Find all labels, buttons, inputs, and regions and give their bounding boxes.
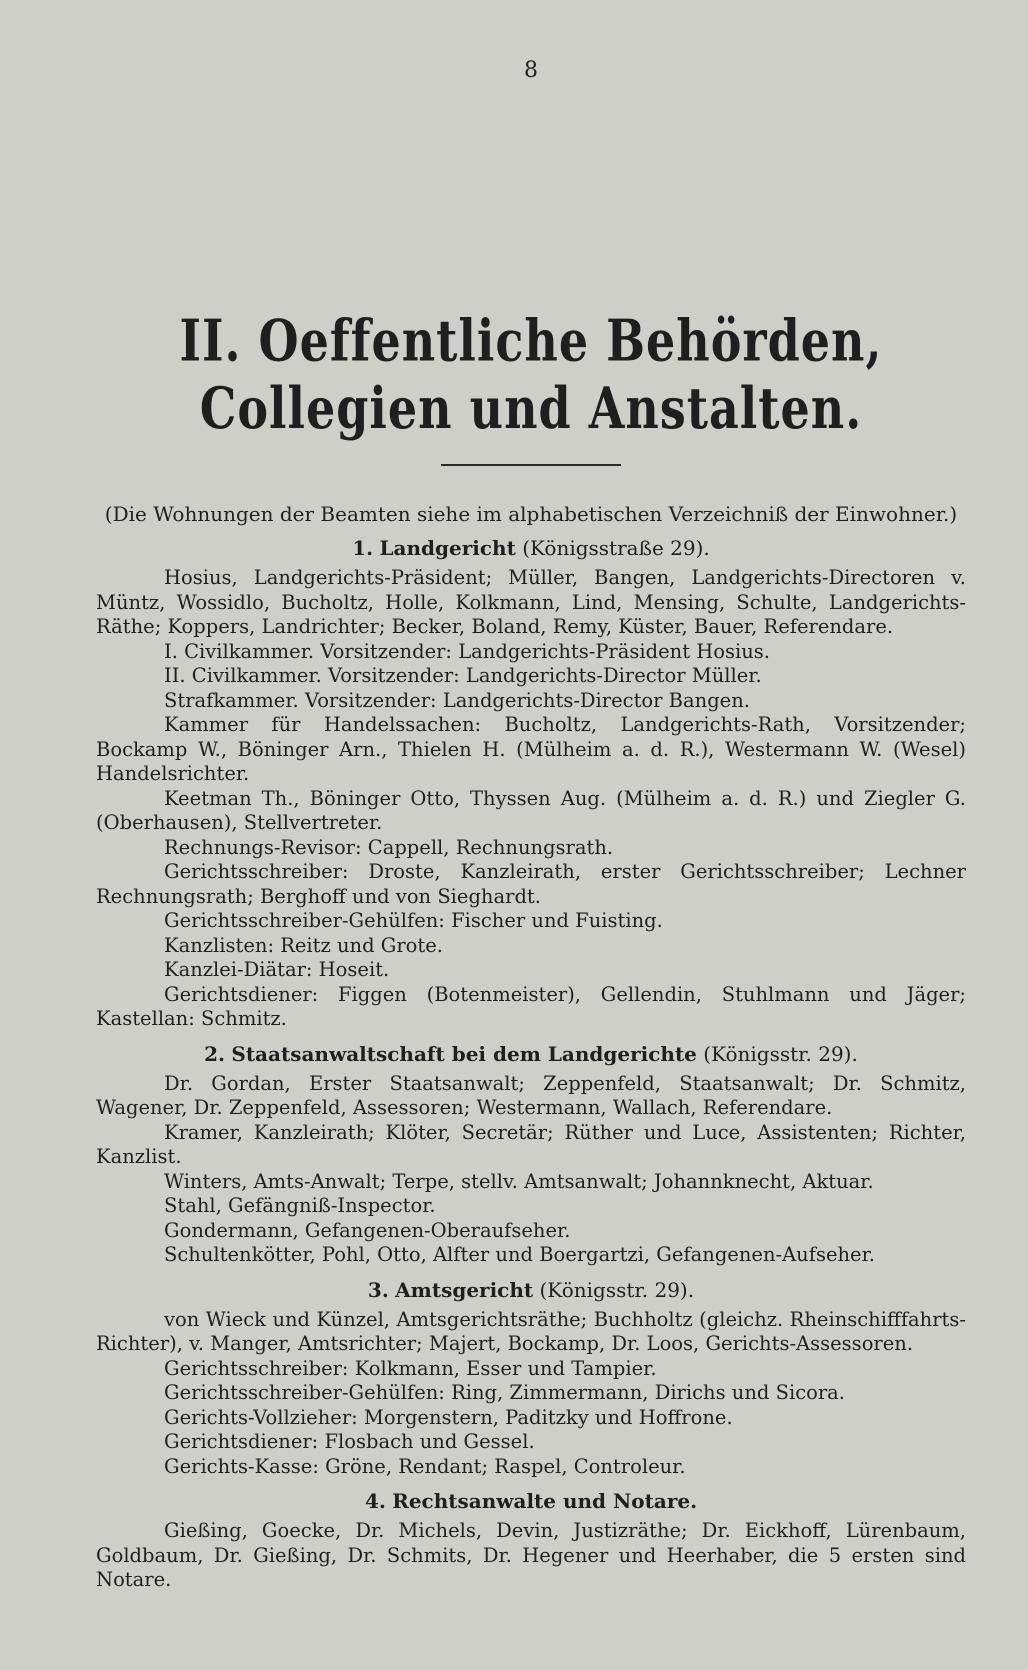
section-number: 3. [367, 1277, 389, 1302]
entry-line: Gerichtsschreiber: Kolkmann, Esser und Tampier. [164, 1356, 657, 1380]
entry-line: Kanzlisten: Reitz und Grote. [164, 933, 443, 957]
entry-line: Kammer für Handelssachen: Bucholtz, Landgerichts-Rath, Vorsitzender; Bockamp W., Böninger Arn., Thielen H. (Mülheim a. d. R.), Westermann W. (Wesel) Handelsrichter. [96, 713, 966, 785]
section-name: Rechtsanwalte und Notare. [392, 1489, 698, 1513]
section-number: 2. [204, 1041, 226, 1066]
entry-line: von Wieck und Künzel, Amtsgerichtsräthe; Buchholtz (gleichz. Rheinschifffahrts-Richter), v. Manger, Amtsrichter; Majert, Bockamp, Dr. Loos, Gerichts-Assessoren. [96, 1307, 966, 1355]
section-heading [96, 536, 966, 560]
entry-line: Hosius, Landgerichts-Präsident; Müller, Bangen, Landgerichts-Directoren v. Müntz, Wossidlo, Bucholtz, Holle, Kolkmann, Lind, Mensing, Schulte, Landgerichts-Räthe; Koppers, Landrichter; Becker, Boland, Remy, Küster, Bauer, Referendare. [96, 566, 966, 638]
entry-line: Gondermann, Gefangenen-Oberaufseher. [164, 1218, 571, 1242]
entry-line: Winters, Amts-Anwalt; Terpe, stellv. Amtsanwalt; Johannknecht, Aktuar. [164, 1169, 874, 1193]
entry-line: Gerichtsdiener: Flosbach und Gessel. [164, 1430, 535, 1453]
section-rechtsanwalte [96, 1489, 966, 1593]
section-number: 1. [352, 536, 374, 560]
chapter-title: II. Oeffentliche Behörden, Collegien und Anstalten. [179, 306, 883, 442]
section-address: (Königsstr. 29). [703, 1041, 858, 1066]
entry-line: Gerichtsschreiber-Gehülfen: Ring, Zimmermann, Dirichs und Sicora. [164, 1381, 846, 1404]
section-number: 4. [364, 1489, 386, 1513]
entry-line: Schultenkötter, Pohl, Otto, Alfter und Boergartzi, Gefangenen-Aufseher. [164, 1243, 875, 1266]
entry-line: Gerichtsdiener: Figgen (Botenmeister), Gellendin, Stuhlmann und Jäger; Kastellan: Schmitz. [96, 982, 966, 1030]
section-heading [96, 1489, 966, 1513]
section-name: Amtsgericht [395, 1277, 534, 1302]
section-address: (Königsstr. 29). [539, 1277, 695, 1302]
entry-line: Gerichts-Vollzieher: Morgenstern, Paditzky und Hoffrone. [164, 1405, 733, 1429]
entry-line: Gerichtsschreiber: Droste, Kanzleirath, erster Gerichtsschreiber; Lechner Rechnungsrath; Berghoff und von Sieghardt. [96, 860, 966, 908]
section-heading [96, 1278, 966, 1302]
section-amtsgericht [96, 1278, 966, 1480]
entry-line: Keetman Th., Böninger Otto, Thyssen Aug. (Mülheim a. d. R.) und Ziegler G. (Oberhausen), Stellvertreter. [96, 786, 966, 834]
page-number: 8 [524, 58, 538, 83]
entry-line: Stahl, Gefängniß-Inspector. [164, 1194, 436, 1217]
section-staatsanwaltschaft [96, 1042, 966, 1268]
entry-line: Kramer, Kanzleirath; Klöter, Secretär; Rüther und Luce, Assistenten; Richter, Kanzlist. [96, 1120, 966, 1168]
section-address: (Königsstraße 29). [522, 536, 710, 560]
section-landgericht [96, 536, 966, 1032]
entry-line: Strafkammer. Vorsitzender: Landgerichts-Director Bangen. [164, 688, 750, 712]
entry-line: II. Civilkammer. Vorsitzender: Landgerichts-Director Müller. [164, 664, 762, 687]
section-heading [96, 1042, 966, 1066]
entry-line: Gerichts-Kasse: Gröne, Rendant; Raspel, Controleur. [164, 1454, 686, 1478]
entry-line: Kanzlei-Diätar: Hoseit. [164, 958, 390, 981]
entry-line: Gerichtsschreiber-Gehülfen: Fischer und Fuisting. [164, 909, 663, 932]
entry-line: Dr. Gordan, Erster Staatsanwalt; Zeppenfeld, Staatsanwalt; Dr. Schmitz, Wagener, Dr. Zeppenfeld, Assessoren; Westermann, Wallach, Referendare. [96, 1071, 966, 1119]
residence-note: (Die Wohnungen der Beamten siehe im alphabetischen Verzeichniß der Einwohner.) [104, 502, 958, 526]
section-name: Staatsanwaltschaft bei dem Landgerichte [231, 1041, 697, 1066]
entry-line: I. Civilkammer. Vorsitzender: Landgerichts-Präsident Hosius. [164, 639, 770, 663]
title-divider [441, 464, 621, 466]
entry-line: Rechnungs-Revisor: Cappell, Rechnungsrath. [164, 835, 614, 859]
entry-line: Gießing, Goecke, Dr. Michels, Devin, Justizräthe; Dr. Eickhoff, Lürenbaum, Goldbaum, Dr. Gießing, Dr. Schmits, Dr. Hegener und Heerhaber, die 5 ersten sind Notare. [96, 1519, 966, 1591]
section-name: Landgericht [379, 536, 516, 560]
